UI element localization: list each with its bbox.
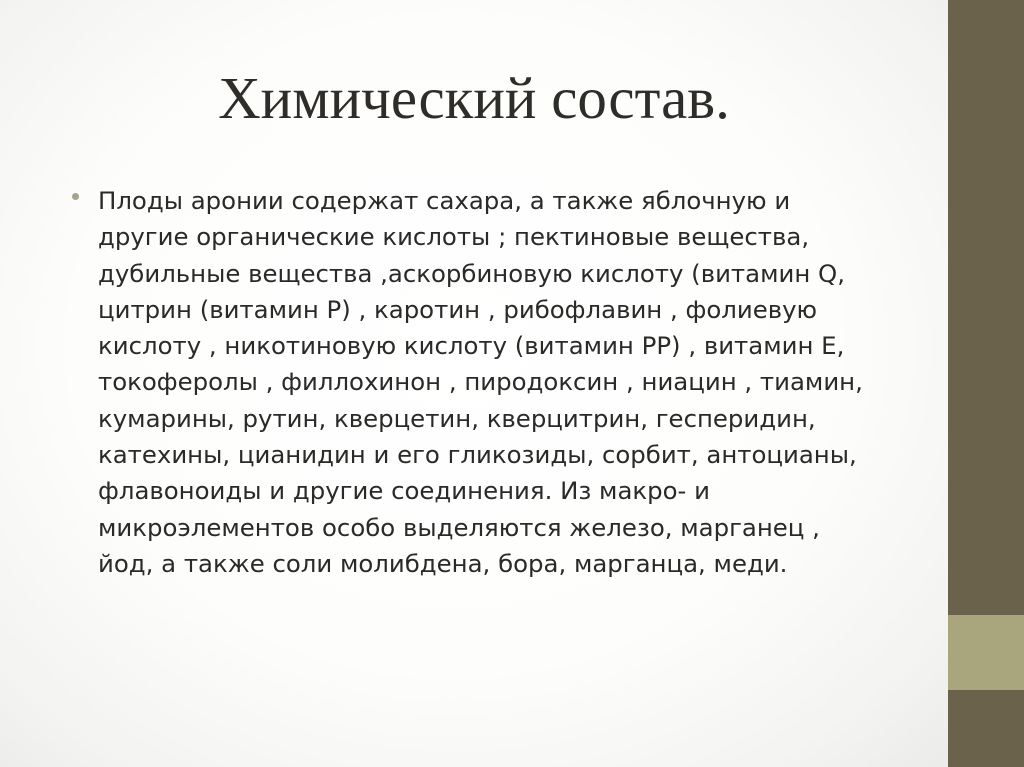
side-decoration-bar [948, 0, 1024, 767]
bullet-text: Плоды аронии содержат сахара, а также яблочную и другие органические кислоты ; пектиновые вещества, дубильные вещества ,аскорбиновую кислоту (витамин Q, цитрин (витамин Р) , каротин , рибофлавин , фолиевую кислоту , никотиновую кислоту (витамин РР) , витамин Е, токоферолы , филлохинон , пиродоксин , ниацин , тиамин, кумарины, рутин, кверцетин, кверцитрин, гесперидин, катехины, цианидин и его гликозиды, сорбит, антоцианы, флавоноиды и другие соединения. Из макро- и микроэлементов особо выделяются железо, марганец , йод, а также соли молибдена, бора, марганца, меди. [98, 186, 863, 578]
slide-title: Химический состав. [218, 65, 730, 131]
side-bar-accent-block [948, 615, 1024, 690]
bullet-list [98, 183, 913, 582]
bullet-marker-icon [72, 193, 79, 200]
